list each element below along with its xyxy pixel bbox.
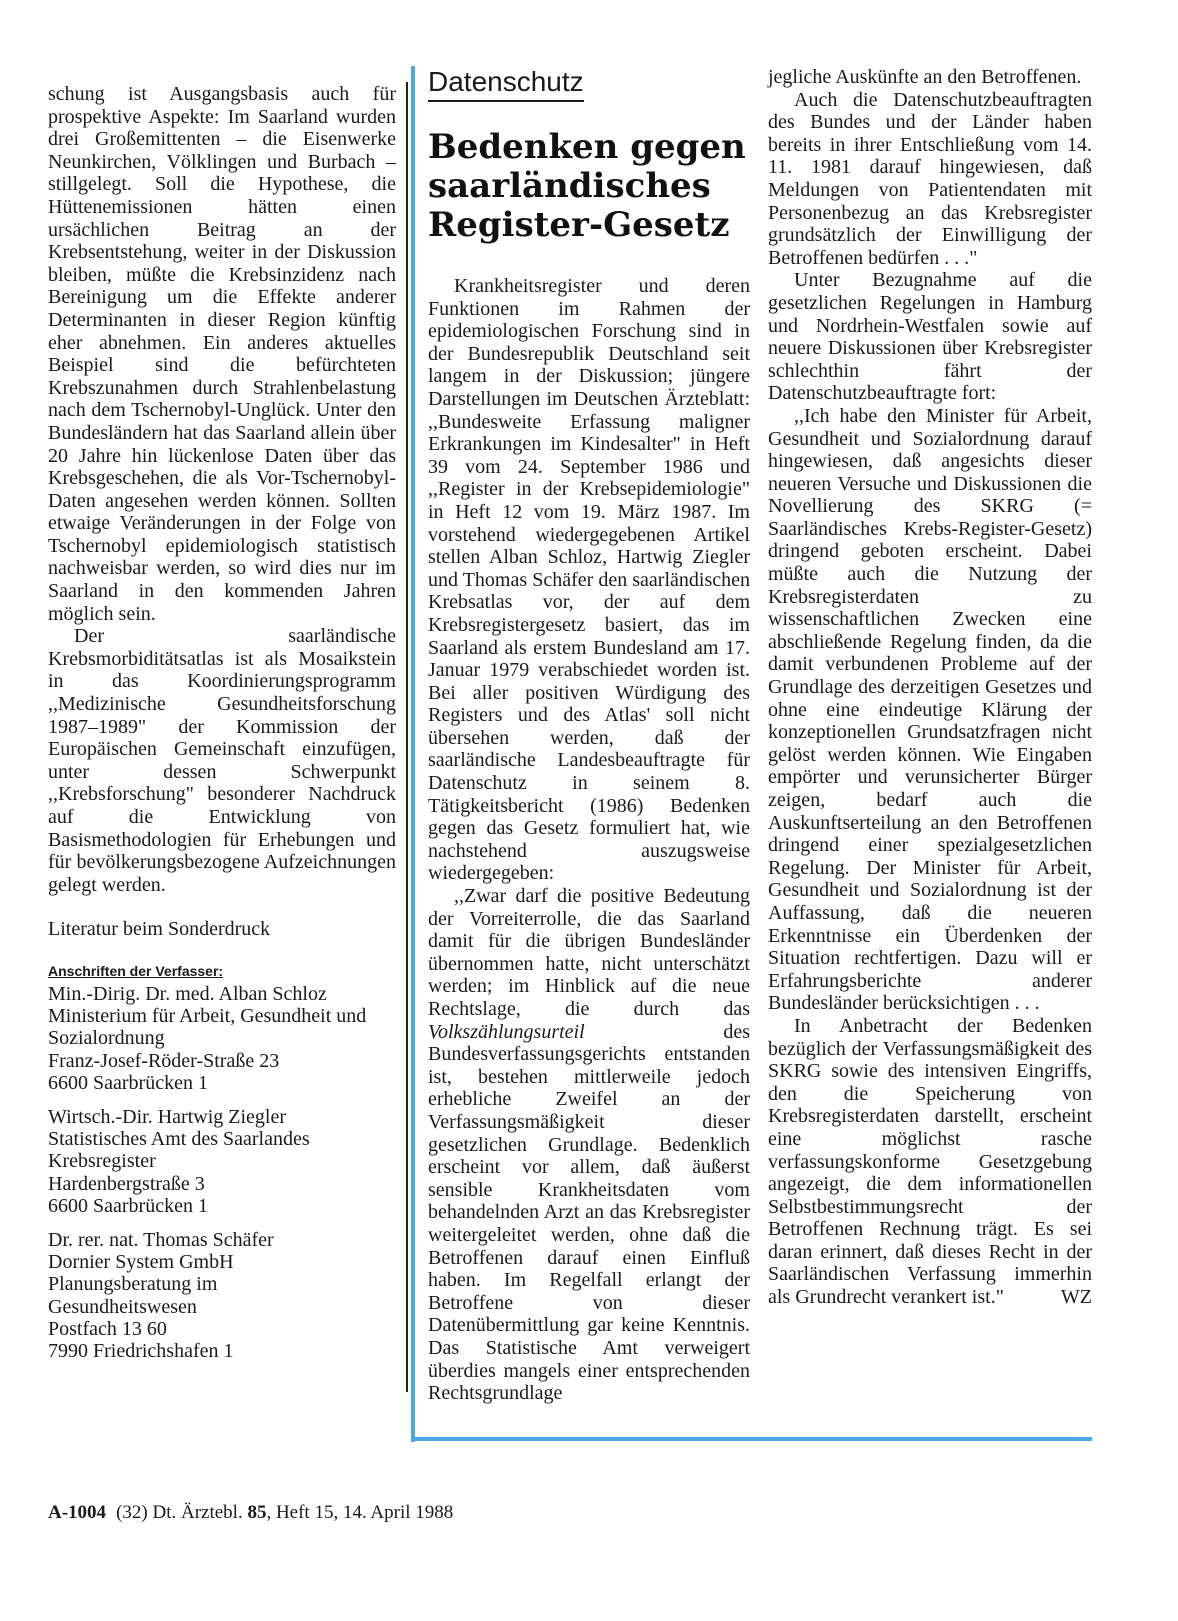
body-paragraph: ,,Ich habe den Minister für Arbeit, Gesundheit und Sozialordnung darauf hingewiesen, daß angesichts dieser neueren Versuche und Diskussionen die Novellierung des SKRG (= Saarländisches Krebs-Register-Gesetz) dringend geboten erscheint. Dabei müßte auch die Nutzung der Krebsregisterdaten zu wissenschaftlichen Zwecken eine abschließende Regelung finden, da die damit verbundenen Probleme auf der Grundlage des derzeitigen Gesetzes und ohne eine eindeutige Klärung der konzeptionellen Grundsatzfragen nicht gelöst werden können. Wie Eingaben empörter und verunsicherter Bürger zeigen, bedarf auch die Auskunftserteilung an den Betroffenen dringend einer spezialgesetzlichen Regelung. Der Minister für Arbeit, Gesundheit und Sozialordnung ist der Auffassung, daß die neueren Erkenntnisse ein Überdenken der Situation rechtfertigen. Dazu will er Erfahrungsberichte anderer Bundesländer berücksichtigen . . .	[768, 404, 1092, 1015]
citation-text: , Heft 15, 14. April 1988	[266, 1502, 454, 1523]
page-number: A-1004	[48, 1502, 107, 1523]
citation-text: (32) Dt. Ärztebl.	[116, 1502, 248, 1523]
body-paragraph: schung ist Ausgangsbasis auch für prospektive Aspekte: Im Saarland wurden drei Großemittenten – die Eisenwerke Neunkirchen, Völklingen und Burbach – stillgelegt. Soll die Hypothese, die Hüttenemissionen hätten einen ursächlichen Beitrag an der Krebsentstehung, weiter in der Diskussion bleiben, müßte die Krebsinzidenz nach Bereinigung um die Effekte anderer Determinanten in dieser Region künftig eher abnehmen. Ein anderes aktuelles Beispiel sind die befürchteten Krebszunahmen durch Strahlenbelastung nach dem Tschernobyl-Unglück. Unter den Bundesländern hat das Saarland allein über 20 Jahre hin lückenlose Daten über das Krebsgeschehen, die als Vor-Tschernobyl-Daten angesehen werden können. Sollten etwaige Veränderungen in der Folge von Tschernobyl epidemiologisch statistisch nachweisbar werden, so wird dies nur im Saarland in den kommenden Jahren möglich sein.	[48, 83, 396, 625]
body-paragraph: Auch die Datenschutzbeauftragten des Bundes und der Länder haben bereits in ihrer Entschließung vom 14. 11. 1981 darauf hingewiesen, daß Meldungen von Patientendaten mit Personenbezug an das Krebsregister grundsätzlich der Einwilligung der Betroffenen bedürfen . . ."	[768, 88, 1092, 269]
column-right	[768, 66, 1092, 1309]
body-paragraph: jegliche Auskünfte an den Betroffenen.	[768, 66, 1082, 88]
volume-number: 85	[247, 1502, 267, 1523]
author-address: Dr. rer. nat. Thomas Schäfer Dornier System GmbH Planungsberatung im Gesundheitswesen Postfach 13 60 7990 Friedrichshafen 1	[48, 1229, 274, 1363]
quote-text: des Bundesverfassungsgerichts entstanden ist, bestehen mittlerweile jedoch erhebliche Zweifel an der Verfassungsmäßigkeit dieser gesetzlichen Grundlage. Bedenklich erscheint vor allem, daß äußerst sensible Krankheitsdaten vom behandelnden Arzt an das Krebsregister weitergeleitet werden, ohne daß die Betroffenen darauf einen Einfluß haben. Im Regelfall erlangt der Betroffene von dieser Datenübermittlung gar keine Kenntnis. Das Statistische Amt verweigert überdies mangels einer entsprechenden Rechtsgrundlage	[428, 1020, 750, 1405]
section-label: Datenschutz	[428, 66, 584, 102]
column-divider	[406, 82, 408, 1392]
article-headline: Bedenken gegen saarländisches Register-Gesetz	[428, 127, 746, 245]
quote-text: ,,Zwar darf die positive Bedeutung der Vorreiterrolle, die das Saarland damit für die übrigen Bundesländer übernommen hatte, nicht unterschätzt werden; im Hinblick auf die neue Rechtslage, die durch das	[428, 885, 750, 1020]
page-footer	[48, 1502, 453, 1524]
body-paragraph: Unter Bezugnahme auf die gesetzlichen Regelungen in Hamburg und Nordrhein-Westfalen sowie auf neuere Diskussionen über Krebsregister schlechthin fährt der Datenschutzbeauftragte fort:	[768, 269, 1092, 405]
addresses-heading: Anschriften der Verfasser:	[48, 962, 224, 979]
body-paragraph: Der saarländische Krebsmorbiditätsatlas ist als Mosaikstein in das Koordinierungsprogramm ,,Medizinische Gesundheitsforschung 1987–1989" der Kommission der Europäischen Gemeinschaft einzufügen, unter dessen Schwerpunkt ,,Krebsforschung" besonderer Nachdruck auf die Entwicklung von Basismethodologien für Erhebungen und für bevölkerungsbezogene Aufzeichnungen gelegt werden.	[48, 625, 396, 896]
column-left	[48, 83, 396, 1374]
author-address: Wirtsch.-Dir. Hartwig Ziegler Statistisches Amt des Saarlandes Krebsregister Hardenbergstraße 3 6600 Saarbrücken 1	[48, 1105, 310, 1217]
author-address: Min.-Dirig. Dr. med. Alban Schloz Ministerium für Arbeit, Gesundheit und Sozialordnung Franz-Josef-Röder-Straße 23 6600 Saarbrücken 1	[48, 982, 367, 1094]
author-signature: WZ	[1060, 1286, 1092, 1309]
column-middle	[428, 66, 750, 1405]
box-accent-left	[411, 66, 415, 1442]
literature-note: Literatur beim Sonderdruck	[48, 918, 271, 941]
body-paragraph	[428, 885, 750, 1405]
box-accent-bottom	[411, 1437, 1092, 1441]
quote-text: In Anbetracht der Bedenken bezüglich der Verfassungsmäßigkeit des SKRG sowie des intensiven Eingriffs, den die Speicherung von Krebsregisterdaten darstellt, erscheint eine möglichst rasche verfassungskonforme Gesetzgebung angezeigt, die dem informationellen Selbstbestimmungsrecht der Betroffenen Rechnung trägt. Es sei daran erinnert, daß dieses Recht in der Saarländischen Verfassung immerhin als Grundrecht verankert ist."	[768, 1014, 1092, 1309]
body-paragraph: Krankheitsregister und deren Funktionen im Rahmen der epidemiologischen Forschung sind in der Bundesrepublik Deutschland seit langem in der Diskussion; jüngere Darstellungen im Deutschen Ärzteblatt: ,,Bundesweite Erfassung maligner Erkrankungen im Kindesalter" in Heft 39 vom 24. September 1986 und ,,Register in der Krebsepidemiologie" in Heft 12 vom 19. März 1987. Im vorstehend wiedergegebenen Artikel stellen Alban Schloz, Hartwig Ziegler und Thomas Schäfer den saarländischen Krebsatlas vor, der auf dem Krebsregistergesetz basiert, das im Saarland als erstem Bundesland am 17. Januar 1979 verabschiedet worden ist. Bei aller positiven Würdigung des Registers und des Atlas' soll nicht übersehen werden, daß der saarländische Landesbeauftragte für Datenschutz in seinem 8. Tätigkeitsbericht (1986) Bedenken gegen das Gesetz formuliert hat, wie nachstehend auszugsweise wiedergegeben:	[428, 275, 750, 885]
body-paragraph	[768, 1015, 1092, 1309]
italic-term: Volkszählungsurteil	[428, 1020, 585, 1043]
